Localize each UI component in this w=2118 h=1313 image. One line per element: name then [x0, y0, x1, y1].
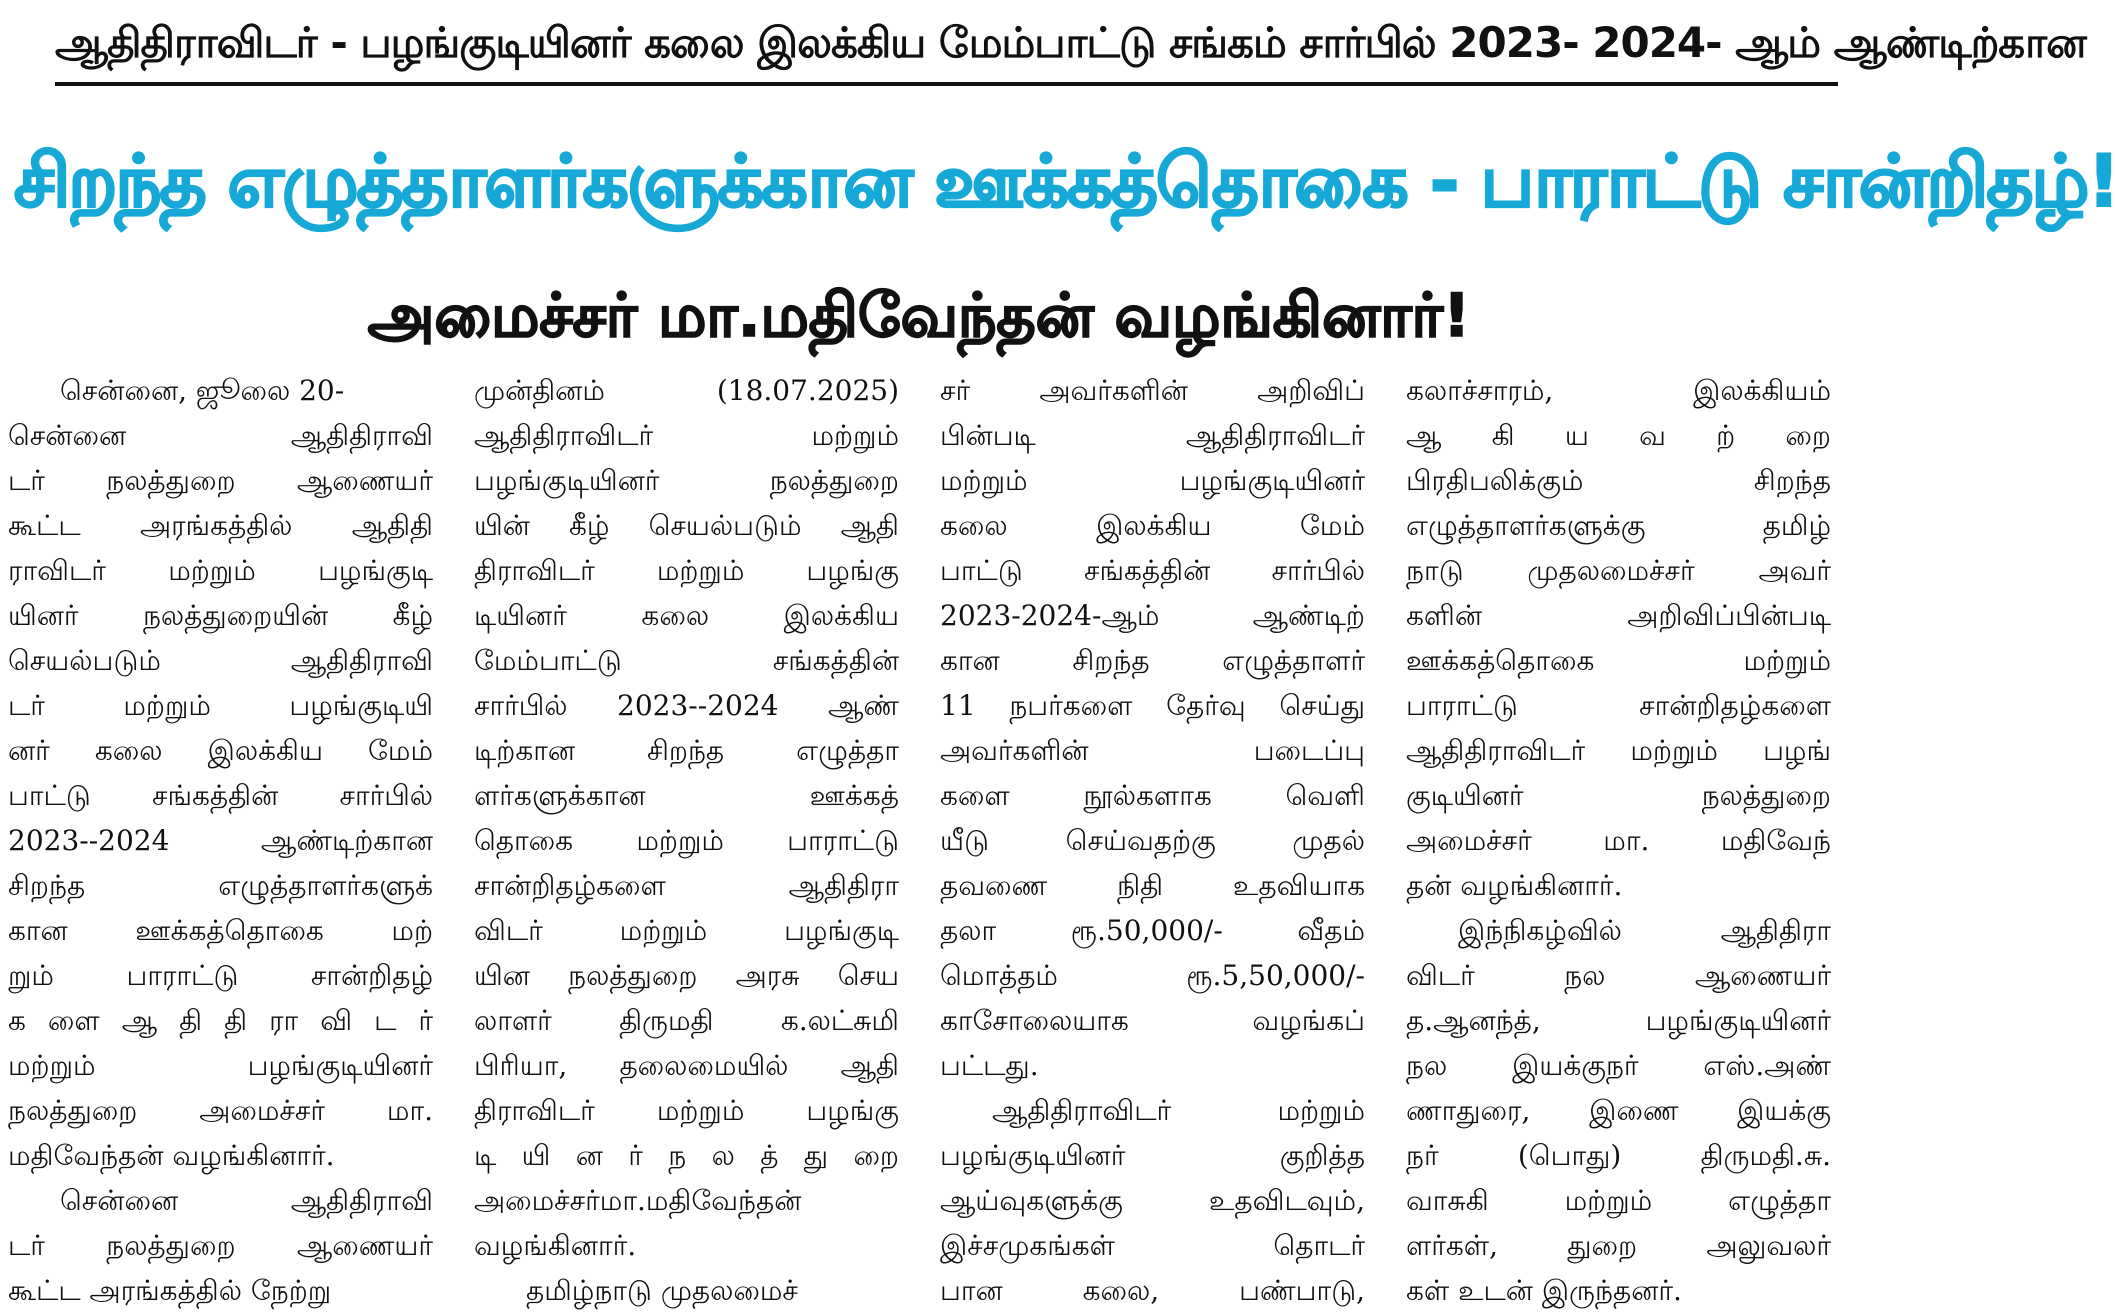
body-line: யினர் நலத்துறையின் கீழ் — [8, 599, 433, 632]
column-1 — [8, 368, 433, 1307]
body-line: ஆய்வுகளுக்கு உதவிடவும், — [940, 1184, 1365, 1217]
body-line: விடர் மற்றும் பழங்குடி — [474, 914, 899, 947]
body-line: கூட்ட அரங்கத்தில் ஆதிதி — [8, 509, 433, 542]
body-line: திராவிடர் மற்றும் பழங்கு — [474, 1094, 899, 1127]
body-line: டர் நலத்துறை ஆணையர் — [8, 464, 433, 497]
body-line: ணாதுரை, இணை இயக்கு — [1406, 1094, 1831, 1127]
body-line: களை நூல்களாக வெளி — [940, 779, 1365, 812]
column-4 — [1406, 368, 1831, 1307]
body-line: அமைச்சர்மா.மதிவேந்தன் — [474, 1184, 802, 1217]
body-line: ஊக்கத்தொகை மற்றும் — [1406, 644, 1831, 677]
body-line: காசோலையாக வழங்கப் — [940, 1004, 1365, 1037]
body-line: மற்றும் பழங்குடியினர் — [940, 464, 1365, 497]
body-line: நல இயக்குநர் எஸ்.அண் — [1406, 1049, 1831, 1082]
body-line: நாடு முதலமைச்சர் அவர் — [1406, 554, 1831, 587]
body-line: வாசுகி மற்றும் எழுத்தா — [1406, 1184, 1831, 1217]
body-line: 2023-2024-ஆம் ஆண்டிற் — [940, 599, 1365, 632]
body-line: குடியினர் நலத்துறை — [1406, 779, 1831, 812]
body-line: தமிழ்நாடு முதலமைச் — [526, 1274, 798, 1307]
body-line: கான சிறந்த எழுத்தாளர் — [940, 644, 1365, 677]
article-body — [8, 368, 1832, 1307]
body-line: கூட்ட அரங்கத்தில் நேற்று — [8, 1274, 332, 1307]
column-2 — [474, 368, 899, 1307]
body-line: ளர்களுக்கான ஊக்கத் — [474, 779, 899, 812]
body-line: பழங்குடியினர் நலத்துறை — [474, 464, 899, 497]
body-line: பின்படி ஆதிதிராவிடர் — [940, 419, 1365, 452]
body-line: சிறந்த எழுத்தாளர்களுக் — [8, 869, 433, 902]
body-line: றும் பாராட்டு சான்றிதழ் — [8, 959, 433, 992]
body-line: தலா ரூ.50,000/- வீதம் — [940, 914, 1365, 947]
body-line: பாராட்டு சான்றிதழ்களை — [1406, 689, 1831, 722]
body-line: அவர்களின் படைப்பு — [940, 734, 1365, 767]
body-line: மற்றும் பழங்குடியினர் — [8, 1049, 433, 1082]
body-line: இந்நிகழ்வில் ஆதிதிரா — [1458, 914, 1831, 947]
body-line: மேம்பாட்டு சங்கத்தின் — [474, 644, 899, 677]
body-line: பட்டது. — [940, 1049, 1039, 1082]
body-line: டர் மற்றும் பழங்குடியி — [8, 689, 433, 722]
body-line: டர் நலத்துறை ஆணையர் — [8, 1229, 433, 1262]
body-line: லாளர் திருமதி க.லட்சுமி — [474, 1004, 899, 1037]
body-line: தொகை மற்றும் பாராட்டு — [474, 824, 899, 857]
body-line: ஆதிதிராவிடர் மற்றும் பழங் — [1406, 734, 1831, 767]
body-line: விடர் நல ஆணையர் — [1406, 959, 1831, 992]
subheadline: அமைச்சர் மா.மதிவேந்தன் வழங்கினார்! — [367, 281, 1471, 351]
body-line: நலத்துறை அமைச்சர் மா. — [8, 1094, 433, 1127]
body-line: பழங்குடியினர் குறித்த — [940, 1139, 1365, 1172]
body-line: யின நலத்துறை அரசு செய — [474, 959, 899, 992]
body-line: நர் (பொது) திருமதி.சு. — [1406, 1139, 1831, 1172]
body-line: முன்தினம் (18.07.2025) — [474, 374, 899, 407]
body-line: ஆதிதிராவிடர் மற்றும் — [992, 1094, 1365, 1127]
body-line: சென்னை, ஜூலை 20- — [60, 374, 345, 407]
body-line: தன் வழங்கினார். — [1406, 869, 1623, 902]
body-line: சென்னை ஆதிதிராவி — [8, 419, 433, 452]
body-line: ஆ கி ய வ ற் றை — [1406, 419, 1831, 452]
body-line: சென்னை ஆதிதிராவி — [60, 1184, 433, 1217]
body-line: இச்சமுகங்கள் தொடர் — [940, 1229, 1365, 1262]
body-line: யீடு செய்வதற்கு முதல் — [940, 824, 1365, 857]
kicker-underline — [55, 82, 1838, 86]
body-line: அமைச்சர் மா. மதிவேந் — [1406, 824, 1831, 857]
body-line: களின் அறிவிப்பின்படி — [1406, 599, 1831, 632]
body-line: மதிவேந்தன் வழங்கினார். — [8, 1139, 335, 1172]
body-line: யின் கீழ் செயல்படும் ஆதி — [474, 509, 899, 542]
kicker-line: ஆதிதிராவிடர் - பழங்குடியினர் கலை இலக்கிய மேம்பாட்டு சங்கம் சார்பில் 2023- 2024- ஆம் ஆண்டிற்கான — [55, 18, 2086, 67]
body-line: 11 நபர்களை தேர்வு செய்து — [940, 689, 1365, 722]
body-line: திராவிடர் மற்றும் பழங்கு — [474, 554, 899, 587]
body-line: வழங்கினார். — [474, 1229, 637, 1262]
body-line: பான கலை, பண்பாடு, — [940, 1274, 1365, 1307]
column-3 — [940, 368, 1365, 1307]
body-line: பிரியா, தலைமையில் ஆதி — [474, 1049, 899, 1082]
body-line: பாட்டு சங்கத்தின் சார்பில் — [8, 779, 433, 812]
body-line: செயல்படும் ஆதிதிராவி — [8, 644, 433, 677]
body-line: எழுத்தாளர்களுக்கு தமிழ் — [1406, 509, 1831, 542]
body-line: ளர்கள், துறை அலுவலர் — [1406, 1229, 1831, 1262]
body-line: மொத்தம் ரூ.5,50,000/- — [940, 959, 1365, 992]
body-line: பாட்டு சங்கத்தின் சார்பில் — [940, 554, 1365, 587]
body-line: சார்பில் 2023--2024 ஆண் — [474, 689, 899, 722]
body-line: கள் உடன் இருந்தனர். — [1406, 1274, 1682, 1307]
body-line: க ளை ஆ தி தி ரா வி ட ர் — [8, 1004, 433, 1037]
body-line: னர் கலை இலக்கிய மேம் — [8, 734, 433, 767]
body-line: டி யி ன ர் ந ல த் து றை — [474, 1139, 899, 1172]
body-line: 2023--2024 ஆண்டிற்கான — [8, 824, 433, 857]
body-line: ஆதிதிராவிடர் மற்றும் — [474, 419, 899, 452]
body-line: டிற்கான சிறந்த எழுத்தா — [474, 734, 899, 767]
body-line: டியினர் கலை இலக்கிய — [474, 599, 899, 632]
body-line: சான்றிதழ்களை ஆதிதிரா — [474, 869, 899, 902]
body-line: பிரதிபலிக்கும் சிறந்த — [1406, 464, 1831, 497]
body-line: சர் அவர்களின் அறிவிப் — [940, 374, 1365, 407]
body-line: ராவிடர் மற்றும் பழங்குடி — [8, 554, 433, 587]
body-line: கலாச்சாரம், இலக்கியம் — [1406, 374, 1831, 407]
body-line: தவணை நிதி உதவியாக — [940, 869, 1365, 902]
headline: சிறந்த எழுத்தாளர்களுக்கான ஊக்கத்தொகை - பாராட்டு சான்றிதழ்! — [14, 139, 2118, 223]
body-line: கான ஊக்கத்தொகை மற் — [8, 914, 433, 947]
body-line: கலை இலக்கிய மேம் — [940, 509, 1365, 542]
body-line: த.ஆனந்த், பழங்குடியினர் — [1406, 1004, 1831, 1037]
